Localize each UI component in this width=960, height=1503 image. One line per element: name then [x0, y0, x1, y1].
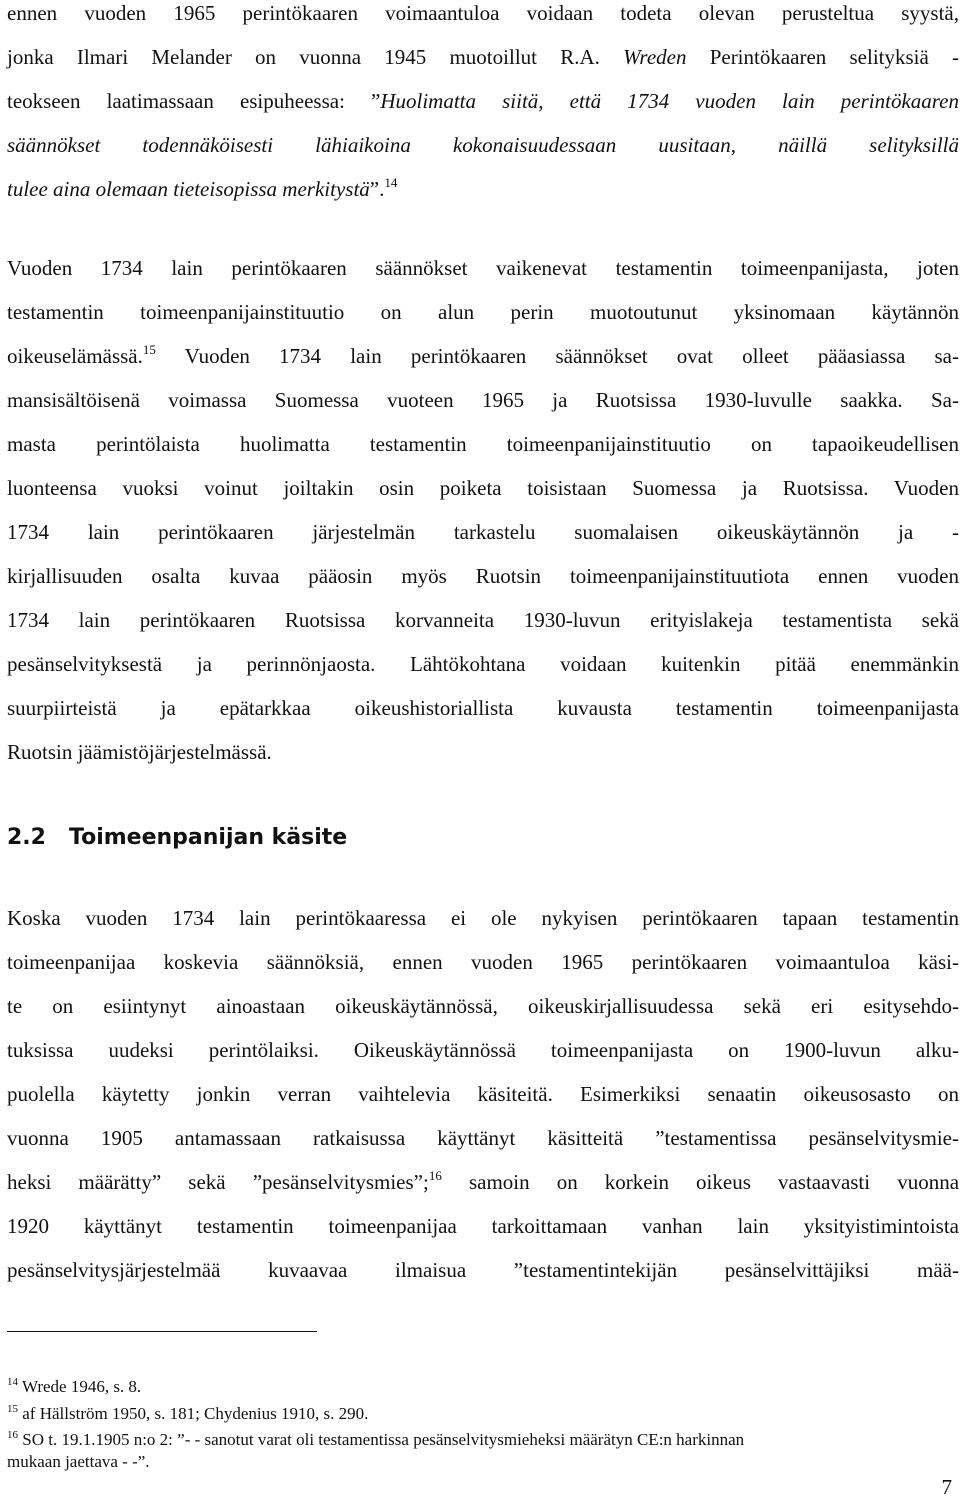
footnote: $^{16}$ SO t. 19.1.1905 n:o 2: ”- - sanotut varat oli testamentissa pesänselvitysmieheksi määrätyn CE:n harkinnan [7, 1429, 745, 1449]
body-line: pesänselvitysjärjestelmää kuvaavaa ilmaisua ”testamentintekijän pesänselvittäjiksi mää- [7, 1258, 959, 1282]
footnote-number: 14 [7, 1376, 18, 1388]
footnote-ref: 15 [142, 342, 156, 357]
body-line: kirjallisuuden osalta kuvaa pääosin myös Ruotsin toimeenpanijainstituutiota ennen vuoden [7, 564, 959, 588]
footnote-ref: 16 [428, 1168, 442, 1183]
body-line: pesänselvityksestä ja perinnönjaosta. Lähtökohtana voidaan kuitenkin pitää enemmänkin [7, 652, 959, 676]
body-line: te on esiintynyt ainoastaan oikeuskäytännössä, oikeuskirjallisuudessa sekä eri esitysehdo- [7, 994, 959, 1018]
footnote-number: 15 [7, 1403, 18, 1415]
body-line: säännökset todennäköisesti lähiaikoina kokonaisuudessaan uusitaan, näillä selityksillä [7, 133, 959, 157]
body-line: testamentin toimeenpanijainstituutio on alun perin muotoutunut yksinomaan käytännön [7, 300, 959, 324]
page-number: 7 [941, 1475, 952, 1499]
body-line: 1734 lain perintökaaren järjestelmän tarkastelu suomalaisen oikeuskäytännön ja - [7, 520, 959, 544]
body-line: ennen vuoden 1965 perintökaaren voimaantuloa voidaan todeta olevan perusteltua syystä, [7, 1, 959, 25]
body-line: Ruotsin jäämistöjärjestelmässä. [7, 740, 272, 764]
body-line: masta perintölaista huolimatta testamentin toimeenpanijainstituutio on tapaoikeudellisen [7, 432, 959, 456]
section-number: 2.2 [7, 825, 46, 850]
body-line: toimeenpanijaa koskevia säännöksiä, ennen vuoden 1965 perintökaaren voimaantuloa käsi- [7, 950, 959, 974]
body-line: 1734 lain perintökaaren Ruotsissa korvanneita 1930-luvun erityislakeja testamentista sekä [7, 608, 959, 632]
body-line: tuksissa uudeksi perintölaiksi. Oikeuskäytännössä toimeenpanijasta on 1900-luvun alku- [7, 1038, 959, 1062]
body-line: mansisältöisenä voimassa Suomessa vuoteen 1965 ja Ruotsissa 1930-luvulle saakka. Sa- [7, 388, 959, 412]
body-line: tulee aina olemaan tieteisopissa merkitystä”.$^{14}$ [7, 175, 398, 201]
footnote-ref: 14 [384, 175, 398, 190]
footnote: $^{15}$ af Hällström 1950, s. 181; Chydenius 1910, s. 290. [7, 1403, 369, 1423]
body-line: heksi määrätty” sekä ”pesänselvitysmies”;$^{16}$ samoin on korkein oikeus vastaavasti vuonna [7, 1168, 960, 1194]
body-line: 1920 käyttänyt testamentin toimeenpanijaa tarkoittamaan vanhan lain yksityistimintoista [7, 1214, 959, 1238]
body-line: suurpiirteistä ja epätarkkaa oikeushistoriallista kuvausta testamentin toimeenpanijasta [7, 696, 959, 720]
body-line: vuonna 1905 antamassaan ratkaisussa käyttänyt käsitteitä ”testamentissa pesänselvitysmie- [7, 1126, 959, 1150]
body-line: oikeuselämässä.$^{15}$ Vuoden 1734 lain perintökaaren säännökset ovat olleet pääasiassa sa- [7, 342, 960, 368]
section-heading [7, 822, 347, 854]
body-line: Koska vuoden 1734 lain perintökaaressa ei ole nykyisen perintökaaren tapaan testamentin [7, 906, 959, 930]
section-title: Toimeenpanijan käsite [69, 825, 348, 850]
body-line: puolella käytetty jonkin verran vaihtelevia käsiteitä. Esimerkiksi senaatin oikeusosasto on [7, 1082, 959, 1106]
body-line: luonteensa vuoksi voinut joiltakin osin poiketa toisistaan Suomessa ja Ruotsissa. Vuoden [7, 476, 959, 500]
footnote: $^{14}$ Wrede 1946, s. 8. [7, 1376, 142, 1396]
footnote-separator [7, 1331, 317, 1332]
footnote-number: 16 [7, 1429, 18, 1441]
body-line: jonka Ilmari Melander on vuonna 1945 muotoillut R.A. Wreden Perintökaaren selityksiä - [7, 45, 960, 69]
body-line: teokseen laatimassaan esipuheessa: ”Huolimatta siitä, että 1734 vuoden lain perintökaaren [7, 89, 959, 113]
footnote-continuation: mukaan jaettava - -”. [7, 1452, 150, 1471]
body-line: Vuoden 1734 lain perintökaaren säännökset vaikenevat testamentin toimeenpanijasta, joten [7, 256, 959, 280]
